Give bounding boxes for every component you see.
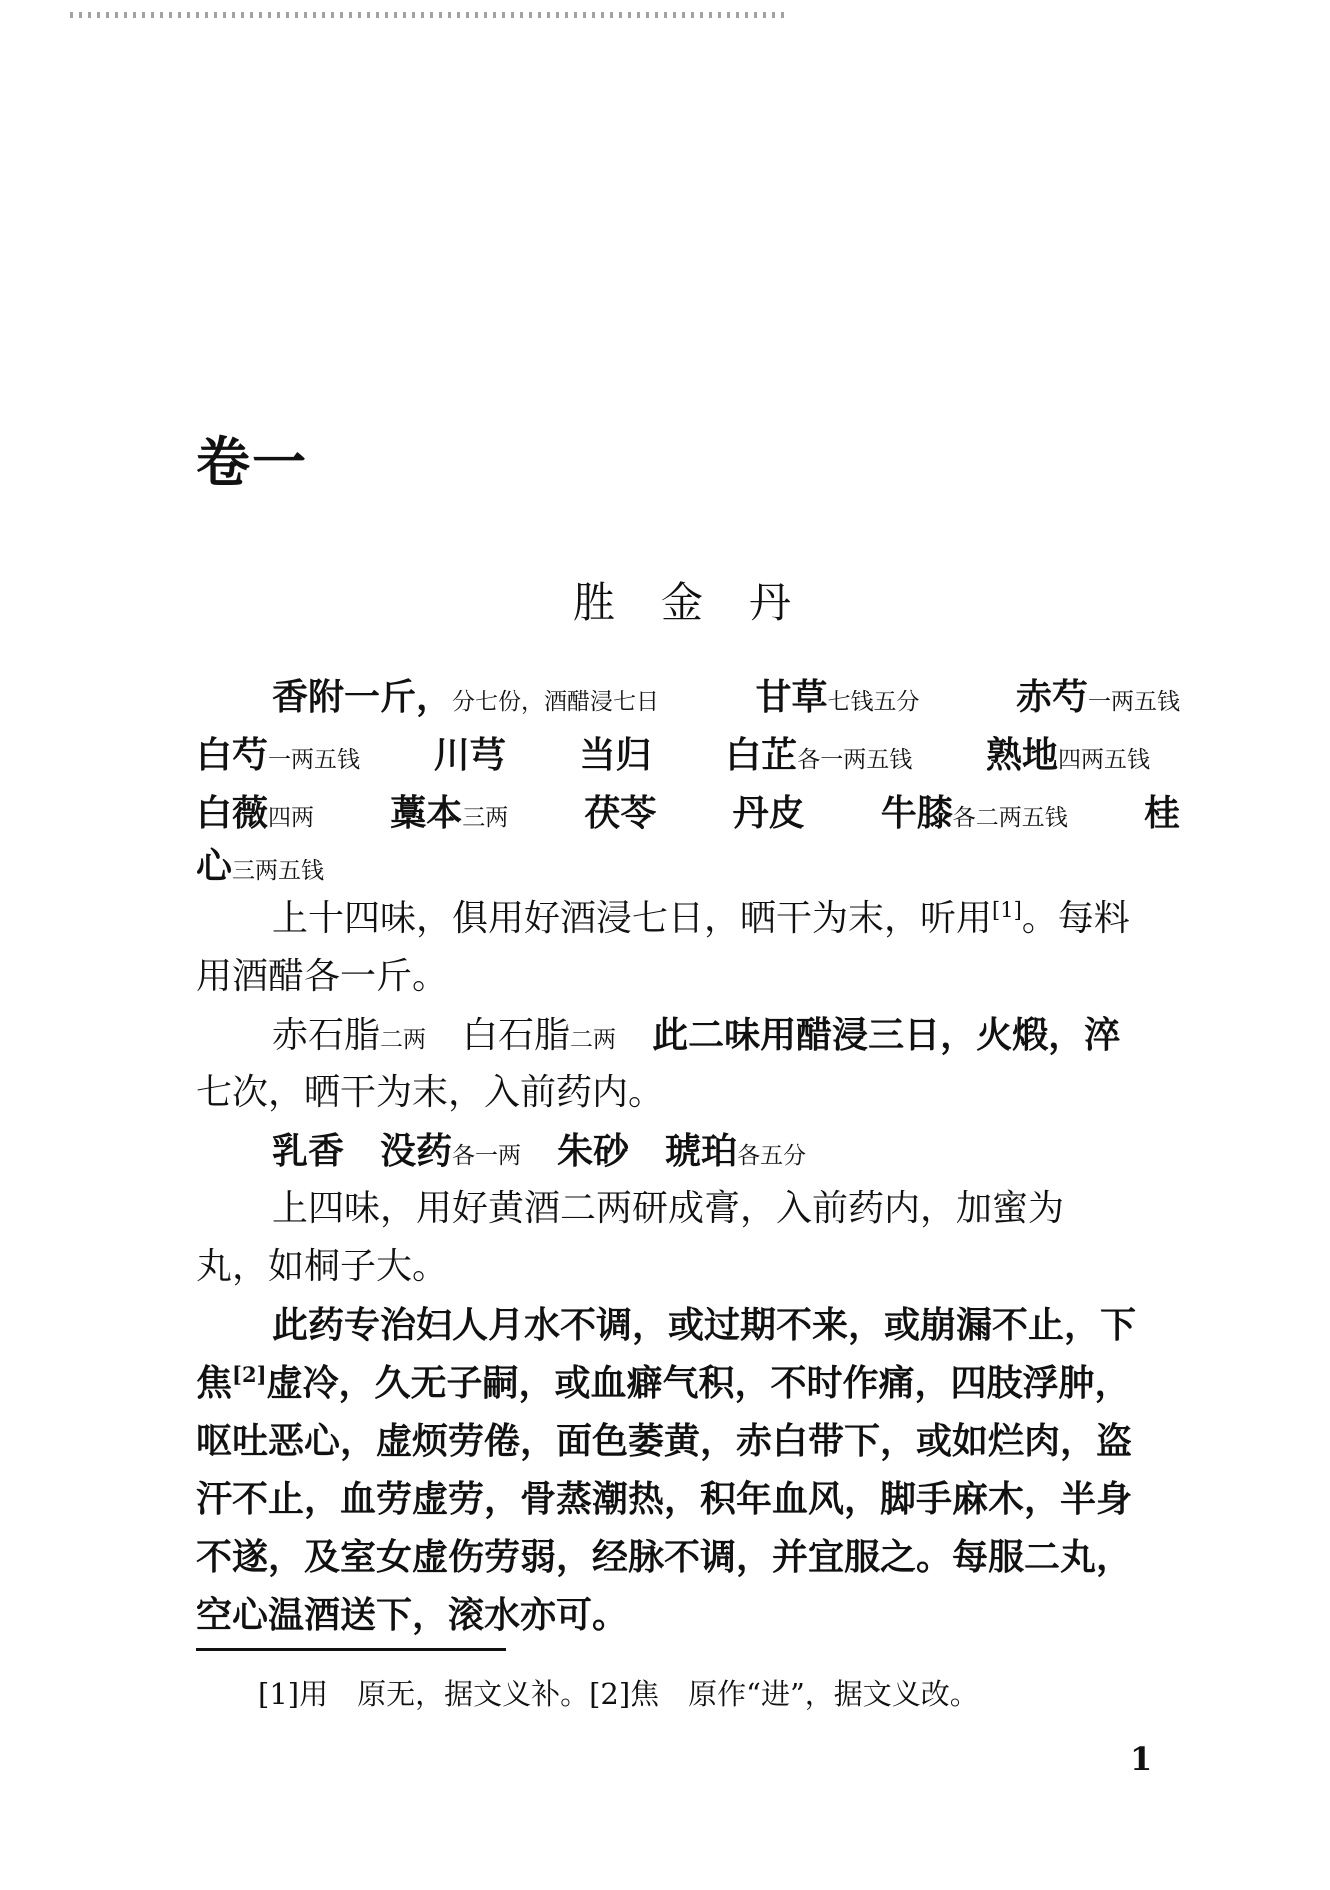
herb-item: 甘草七钱五分 bbox=[755, 676, 920, 718]
para4-line1: 上四味，用好黄酒二两研成膏，入前药内，加蜜为 bbox=[272, 1188, 1065, 1229]
herb-item: 香附一斤，分七份，酒醋浸七日 bbox=[272, 676, 660, 718]
scan-artifact bbox=[70, 12, 790, 18]
herb-item: 丹皮 bbox=[732, 792, 805, 834]
para1-line1: 上十四味，俱用好酒浸七日，晒干为末，听用[1]。每料 bbox=[272, 898, 1130, 939]
footnote-rule bbox=[196, 1648, 506, 1651]
para2-line1: 赤石脂二两 白石脂二两 此二味用醋浸三日，火煅，淬 bbox=[272, 1014, 1121, 1056]
para5-line4: 汗不止，血劳虚劳，骨蒸潮热，积年血风，脚手麻木，半身 bbox=[196, 1478, 1133, 1520]
herb-item: 当归 bbox=[579, 734, 652, 776]
herb-item: 牛膝各二两五钱 bbox=[880, 792, 1068, 834]
herb-item: 桂 bbox=[1143, 792, 1180, 834]
herb-item: 白芷各一两五钱 bbox=[725, 734, 913, 776]
herb-line-2 bbox=[196, 726, 1180, 784]
para3-line1: 乳香 没药各一两 朱砂 琥珀各五分 bbox=[272, 1130, 807, 1172]
herb-line-1 bbox=[196, 668, 1180, 726]
recipe-title: 胜金丹 bbox=[572, 578, 837, 627]
herb-item: 赤芍一两五钱 bbox=[1015, 676, 1180, 718]
footnote-ref-2: [2] bbox=[232, 1362, 267, 1387]
herb-item: 白薇四两 bbox=[196, 792, 315, 834]
footnotes: [1]用 原无，据文义补。[2]焦 原作“进”，据文义改。 bbox=[258, 1677, 979, 1711]
para4-line2: 丸，如桐子大。 bbox=[196, 1246, 449, 1287]
volume-heading: 卷一 bbox=[196, 431, 308, 494]
para5-line6: 空心温酒送下，滚水亦可。 bbox=[196, 1594, 629, 1636]
para2-line2: 七次，晒干为末，入前药内。 bbox=[196, 1072, 665, 1113]
para5-line3: 呕吐恶心，虚烦劳倦，面色萎黄，赤白带下，或如烂肉，盗 bbox=[196, 1420, 1133, 1462]
herb-item: 川芎 bbox=[433, 734, 506, 776]
para5-line5: 不遂，及室女虚伤劳弱，经脉不调，并宜服之。每服二丸， bbox=[196, 1536, 1133, 1578]
herb-item: 茯苓 bbox=[584, 792, 657, 834]
para5-line2: 焦[2]虚冷，久无子嗣，或血癖气积，不时作痛，四肢浮肿， bbox=[196, 1362, 1131, 1404]
herb-line-3 bbox=[196, 784, 1180, 842]
herb-line-4: 心三两五钱 bbox=[196, 845, 325, 887]
herb-item: 白芍一两五钱 bbox=[196, 734, 361, 776]
page-number: 1 bbox=[1130, 1740, 1153, 1778]
footnote-ref-1: [1] bbox=[992, 898, 1022, 922]
para5-line1: 此药专治妇人月水不调，或过期不来，或崩漏不止，下 bbox=[272, 1304, 1137, 1346]
herb-item: 藁本三两 bbox=[390, 792, 509, 834]
herb-item: 熟地四两五钱 bbox=[985, 734, 1150, 776]
main-text bbox=[196, 668, 1180, 1644]
para1-line2: 用酒醋各一斤。 bbox=[196, 956, 449, 997]
